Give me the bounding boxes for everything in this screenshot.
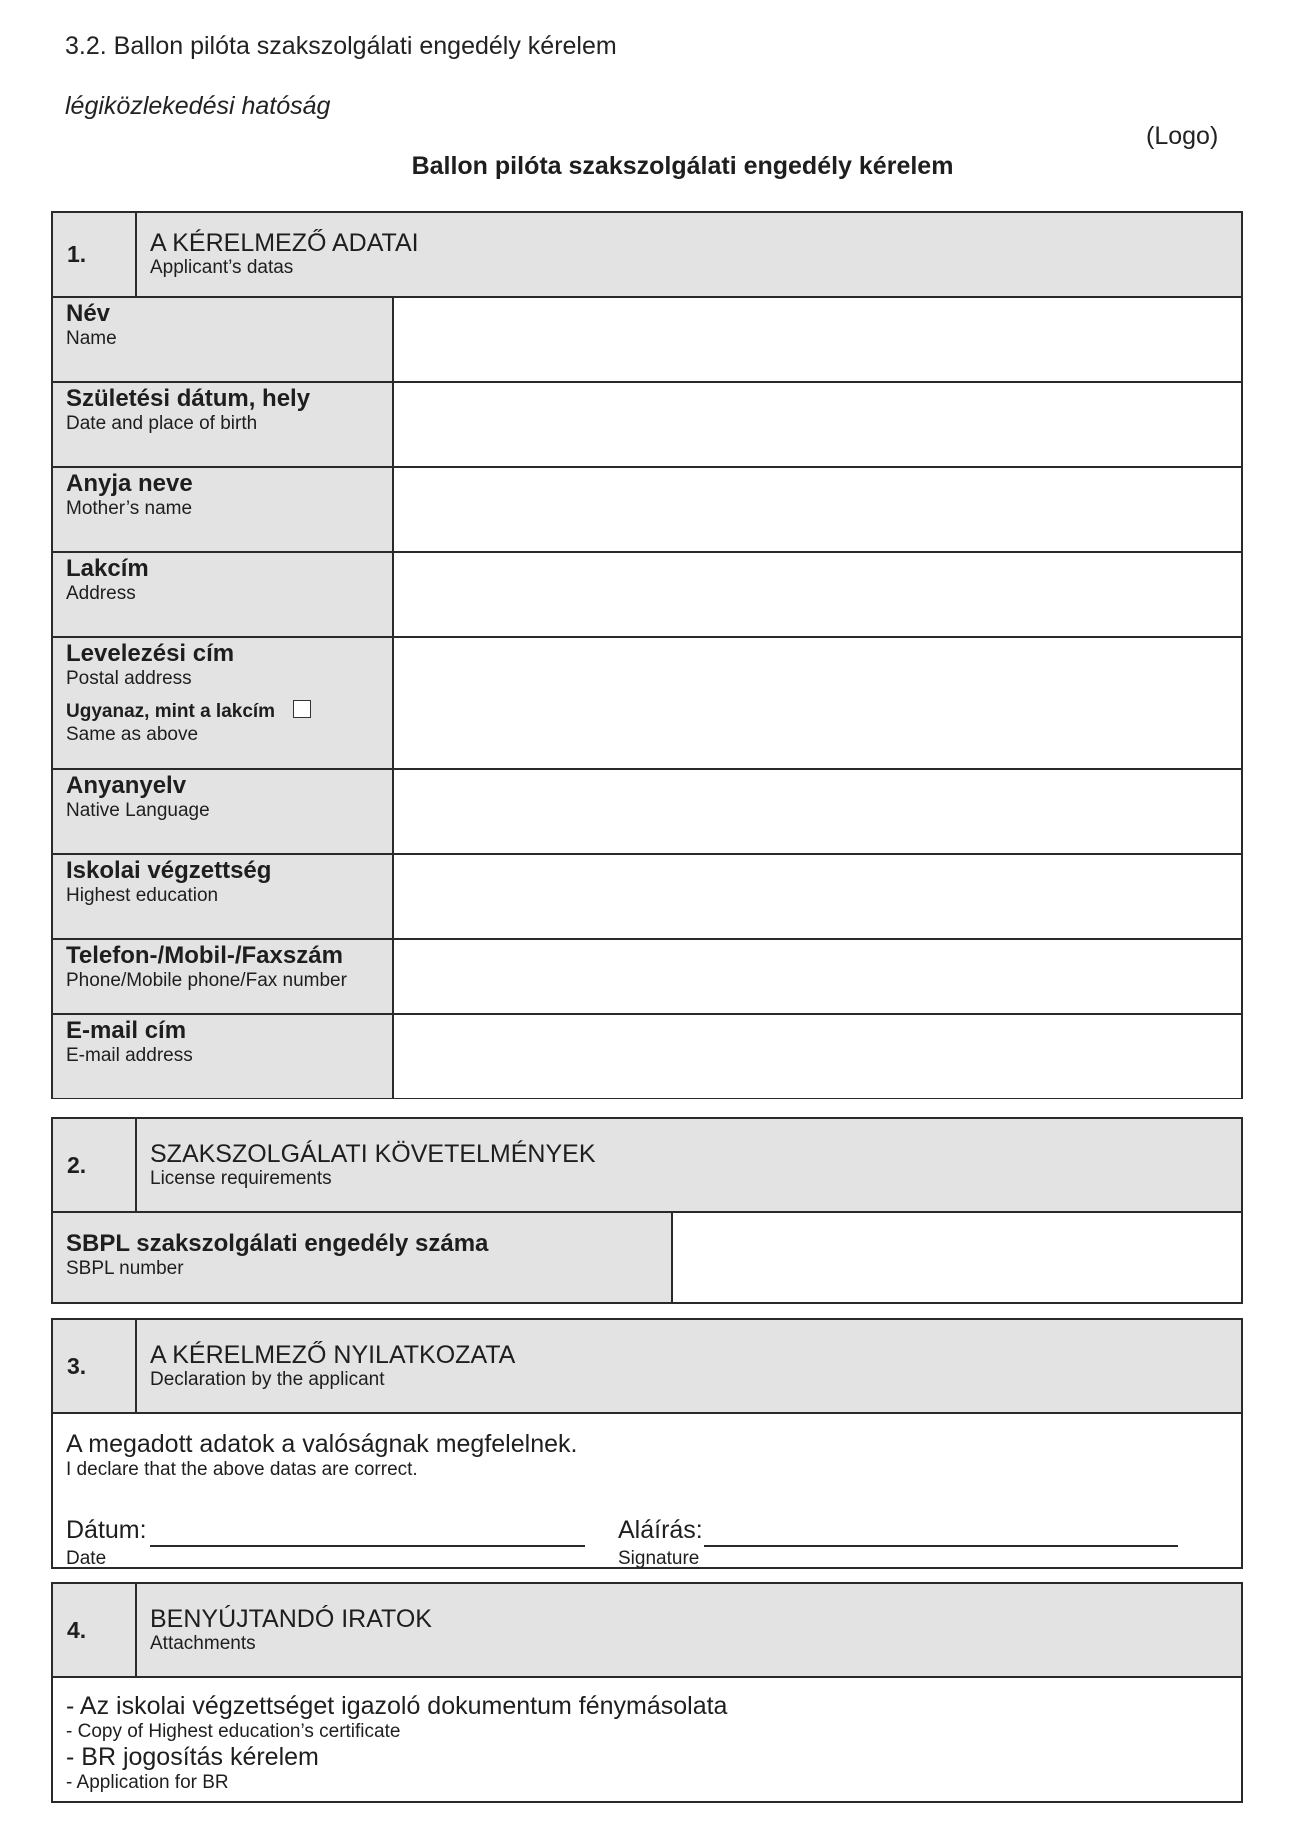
field-row-phone	[53, 938, 1241, 1023]
section-3-title: A KÉRELMEZŐ NYILATKOZATA	[150, 1340, 516, 1369]
field-sublabel: Phone/Mobile phone/Fax number	[66, 970, 347, 991]
section-1-header	[53, 213, 1241, 296]
attachment-text: - Az iskolai végzettséget igazoló dokumentum fénymásolata	[66, 1692, 728, 1720]
field-label: Iskolai végzettség	[66, 857, 272, 884]
attachment-text-en: - Application for BR	[66, 1772, 229, 1793]
section-2-title: SZAKSZOLGÁLATI KÖVETELMÉNYEK	[150, 1139, 596, 1168]
field-label: SBPL szakszolgálati engedély száma	[66, 1230, 489, 1257]
section-1-applicant-data	[51, 211, 1243, 1099]
section-4-attachments	[51, 1582, 1243, 1803]
field-sublabel: Mother’s name	[66, 498, 193, 519]
signature-label: Aláírás:	[618, 1516, 703, 1544]
section-4-subtitle: Attachments	[150, 1632, 256, 1654]
field-row-name	[53, 296, 1241, 381]
section-1-title: A KÉRELMEZŐ ADATAI	[150, 229, 419, 257]
form-title: Ballon pilóta szakszolgálati engedély kérelem	[411, 152, 954, 180]
attachments-list	[53, 1676, 1241, 1801]
list-item	[66, 1743, 1241, 1794]
signature-input-line[interactable]	[704, 1545, 1178, 1547]
date-input-line[interactable]	[150, 1545, 585, 1547]
section-3-subtitle: Declaration by the applicant	[150, 1368, 385, 1390]
email-input[interactable]	[394, 1015, 1241, 1098]
field-sublabel: Name	[66, 328, 117, 349]
education-input[interactable]	[394, 855, 1241, 938]
section-2-header	[53, 1119, 1241, 1211]
field-label: Lakcím	[66, 555, 149, 582]
field-row-native-language	[53, 768, 1241, 853]
section-3-declaration	[51, 1318, 1243, 1569]
attachment-text-en: - Copy of Highest education’s certificate	[66, 1721, 401, 1742]
section-1-subtitle: Applicant’s datas	[150, 257, 294, 278]
birth-date-place-input[interactable]	[394, 383, 1241, 466]
address-input[interactable]	[394, 553, 1241, 636]
field-row-postal-address	[53, 636, 1241, 768]
field-row-email	[53, 1013, 1241, 1098]
postal-address-input[interactable]	[394, 638, 1241, 768]
field-sublabel: Address	[66, 583, 136, 604]
declaration-body	[53, 1412, 1241, 1567]
same-as-address-checkbox[interactable]	[293, 700, 311, 718]
field-sublabel: Postal address	[66, 668, 192, 689]
field-label: Telefon-/Mobil-/Faxszám	[66, 942, 343, 969]
field-label: Születési dátum, hely	[66, 385, 311, 412]
field-row-education	[53, 853, 1241, 938]
field-label: Levelezési cím	[66, 640, 235, 667]
attachment-text: - BR jogosítás kérelem	[66, 1743, 319, 1771]
declaration-statement: A megadott adatok a valóságnak megfelelnek.	[66, 1430, 578, 1458]
sbpl-number-input[interactable]	[673, 1213, 1241, 1302]
section-2-subtitle: License requirements	[150, 1167, 332, 1189]
phone-input[interactable]	[394, 940, 1241, 1023]
section-3-number: 3.	[53, 1320, 137, 1412]
mother-name-input[interactable]	[394, 468, 1241, 551]
section-2-number: 2.	[53, 1119, 137, 1211]
section-4-header	[53, 1584, 1241, 1676]
field-row-mother	[53, 466, 1241, 551]
same-as-address-label: Ugyanaz, mint a lakcím	[66, 701, 276, 722]
field-label: Anyanyelv	[66, 772, 187, 799]
field-sublabel: Highest education	[66, 885, 219, 906]
authority-name: légiközlekedési hatóság	[65, 92, 331, 120]
section-1-number: 1.	[53, 213, 137, 296]
field-label: E-mail cím	[66, 1017, 187, 1044]
section-3-header	[53, 1320, 1241, 1412]
logo-placeholder: (Logo)	[1146, 122, 1219, 150]
declaration-statement-en: I declare that the above datas are correct.	[66, 1459, 418, 1480]
field-row-address	[53, 551, 1241, 636]
field-label: Név	[66, 300, 111, 327]
field-label: Anyja neve	[66, 470, 193, 497]
field-sublabel: E-mail address	[66, 1045, 193, 1066]
field-sublabel: SBPL number	[66, 1258, 184, 1279]
signature-sublabel: Signature	[618, 1548, 700, 1569]
list-item	[66, 1692, 1241, 1743]
section-4-title: BENYÚJTANDÓ IRATOK	[150, 1604, 432, 1633]
section-2-license-requirements	[51, 1117, 1243, 1304]
name-input[interactable]	[394, 298, 1241, 381]
section-4-number: 4.	[53, 1584, 137, 1676]
section-heading: 3.2. Ballon pilóta szakszolgálati engedély kérelem	[65, 32, 617, 60]
field-row-sbpl-number	[53, 1211, 1241, 1302]
field-sublabel: Native Language	[66, 800, 210, 821]
same-as-address-sublabel: Same as above	[66, 724, 199, 745]
field-row-birth	[53, 381, 1241, 466]
native-language-input[interactable]	[394, 770, 1241, 853]
date-label: Dátum:	[66, 1516, 147, 1544]
date-sublabel: Date	[66, 1548, 107, 1569]
field-sublabel: Date and place of birth	[66, 413, 258, 434]
